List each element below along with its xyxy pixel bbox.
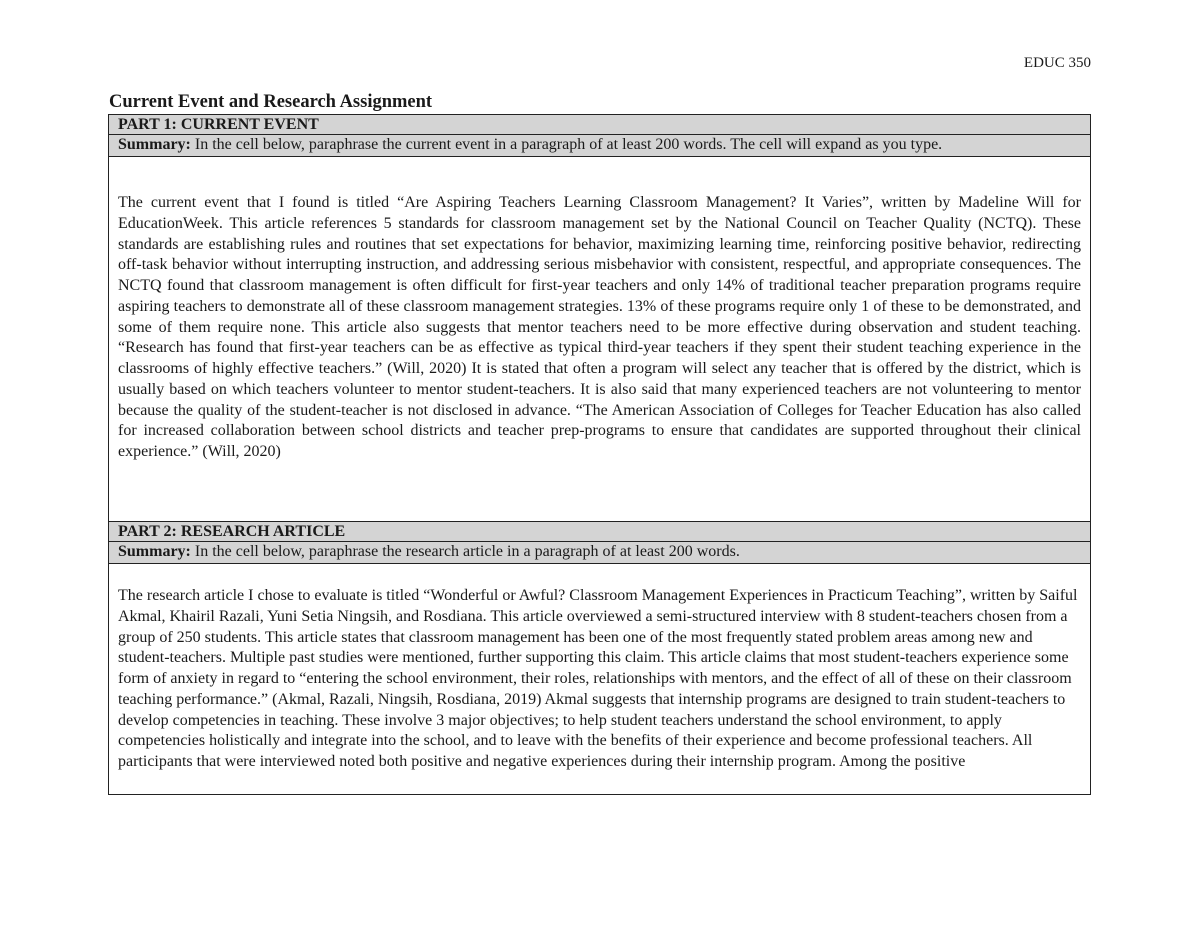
part1-response-text: The current event that I found is titled “Are Aspiring Teachers Learning Classroom Management? It Varies”, written by Madeline Will for EducationWeek. This article references 5 standards for classroom management set by the National Council on Teacher Quality (NCTQ). These standards are establishing rules and routines that set expectations for behavior, maximizing learning time, reinforcing positive behavior, redirecting off-task behavior without interrupting instruction, and addressing serious misbehavior with consistent, respectful, and appropriate consequences. The NCTQ found that classroom management is often difficult for first-year teachers and only 14% of traditional teacher preparation programs require aspiring teachers to demonstrate all of these classroom management strategies. 13% of these programs require only 1 of these to be demonstrated, and some of them require none. This article also suggests that mentor teachers need to be more effective during observation and student teaching. “Research has found that first-year teachers can be as effective as typical third-year teachers if they spent their student teaching experience in the classrooms of highly effective teachers.” (Will, 2020) It is stated that often a program will select any teacher that is offered by the district, which is usually based on which teachers volunteer to mentor student-teachers. It is also said that many experienced teachers are not volunteering to mentor because the quality of the student-teacher is not disclosed in advance. “The American Association of Colleges for Teacher Education has also called for increased collaboration between school districts and teacher prep-programs to ensure that candidates are supported throughout their clinical experience.” (Will, 2020): [118, 194, 1081, 460]
part2-heading: PART 2: RESEARCH ARTICLE: [109, 522, 1090, 542]
part1-summary-label: Summary:: [118, 136, 191, 153]
part1-summary-instruction: In the cell below, paraphrase the current event in a paragraph of at least 200 words. The cell will expand as you type.: [190, 136, 943, 153]
document-title: Current Event and Research Assignment: [109, 92, 433, 112]
part2-summary-instruction: In the cell below, paraphrase the research article in a paragraph of at least 200 words.: [190, 543, 740, 560]
part2-summary-label: Summary:: [118, 543, 191, 560]
assignment-table: [108, 114, 1091, 795]
part1-response-cell[interactable]: [109, 157, 1090, 522]
part1-heading: PART 1: CURRENT EVENT: [109, 115, 1090, 135]
course-code: EDUC 350: [1023, 55, 1091, 71]
part2-summary-instruction-row: [109, 542, 1090, 564]
part2-response-text: The research article I chose to evaluate is titled “Wonderful or Awful? Classroom Management Experiences in Practicum Teaching”, written by Saiful Akmal, Khairil Razali, Yuni Setia Ningsih, and Rosdiana. This article overviewed a semi-structured interview with 8 student-teachers chosen from a group of 250 students. This article states that classroom management has been one of the most frequently stated problem areas among new and student-teachers. Multiple past studies were mentioned, further supporting this claim. This article claims that most student-teachers experience some form of anxiety in regard to “entering the school environment, their roles, relationships with mentors, and the effect of all of these on their classroom teaching performance.” (Akmal, Razali, Ningsih, Rosdiana, 2019) Akmal suggests that internship programs are designed to train student-teachers to develop competencies in teaching. These involve 3 major objectives; to help student teachers understand the school environment, to apply competencies holistically and integrate into the school, and to leave with the benefits of their experience and become professional teachers. All participants that were interviewed noted both positive and negative experiences during their internship program. Among the positive: [118, 587, 1078, 770]
part2-response-cell[interactable]: [109, 564, 1090, 794]
part1-summary-instruction-row: [109, 135, 1090, 157]
